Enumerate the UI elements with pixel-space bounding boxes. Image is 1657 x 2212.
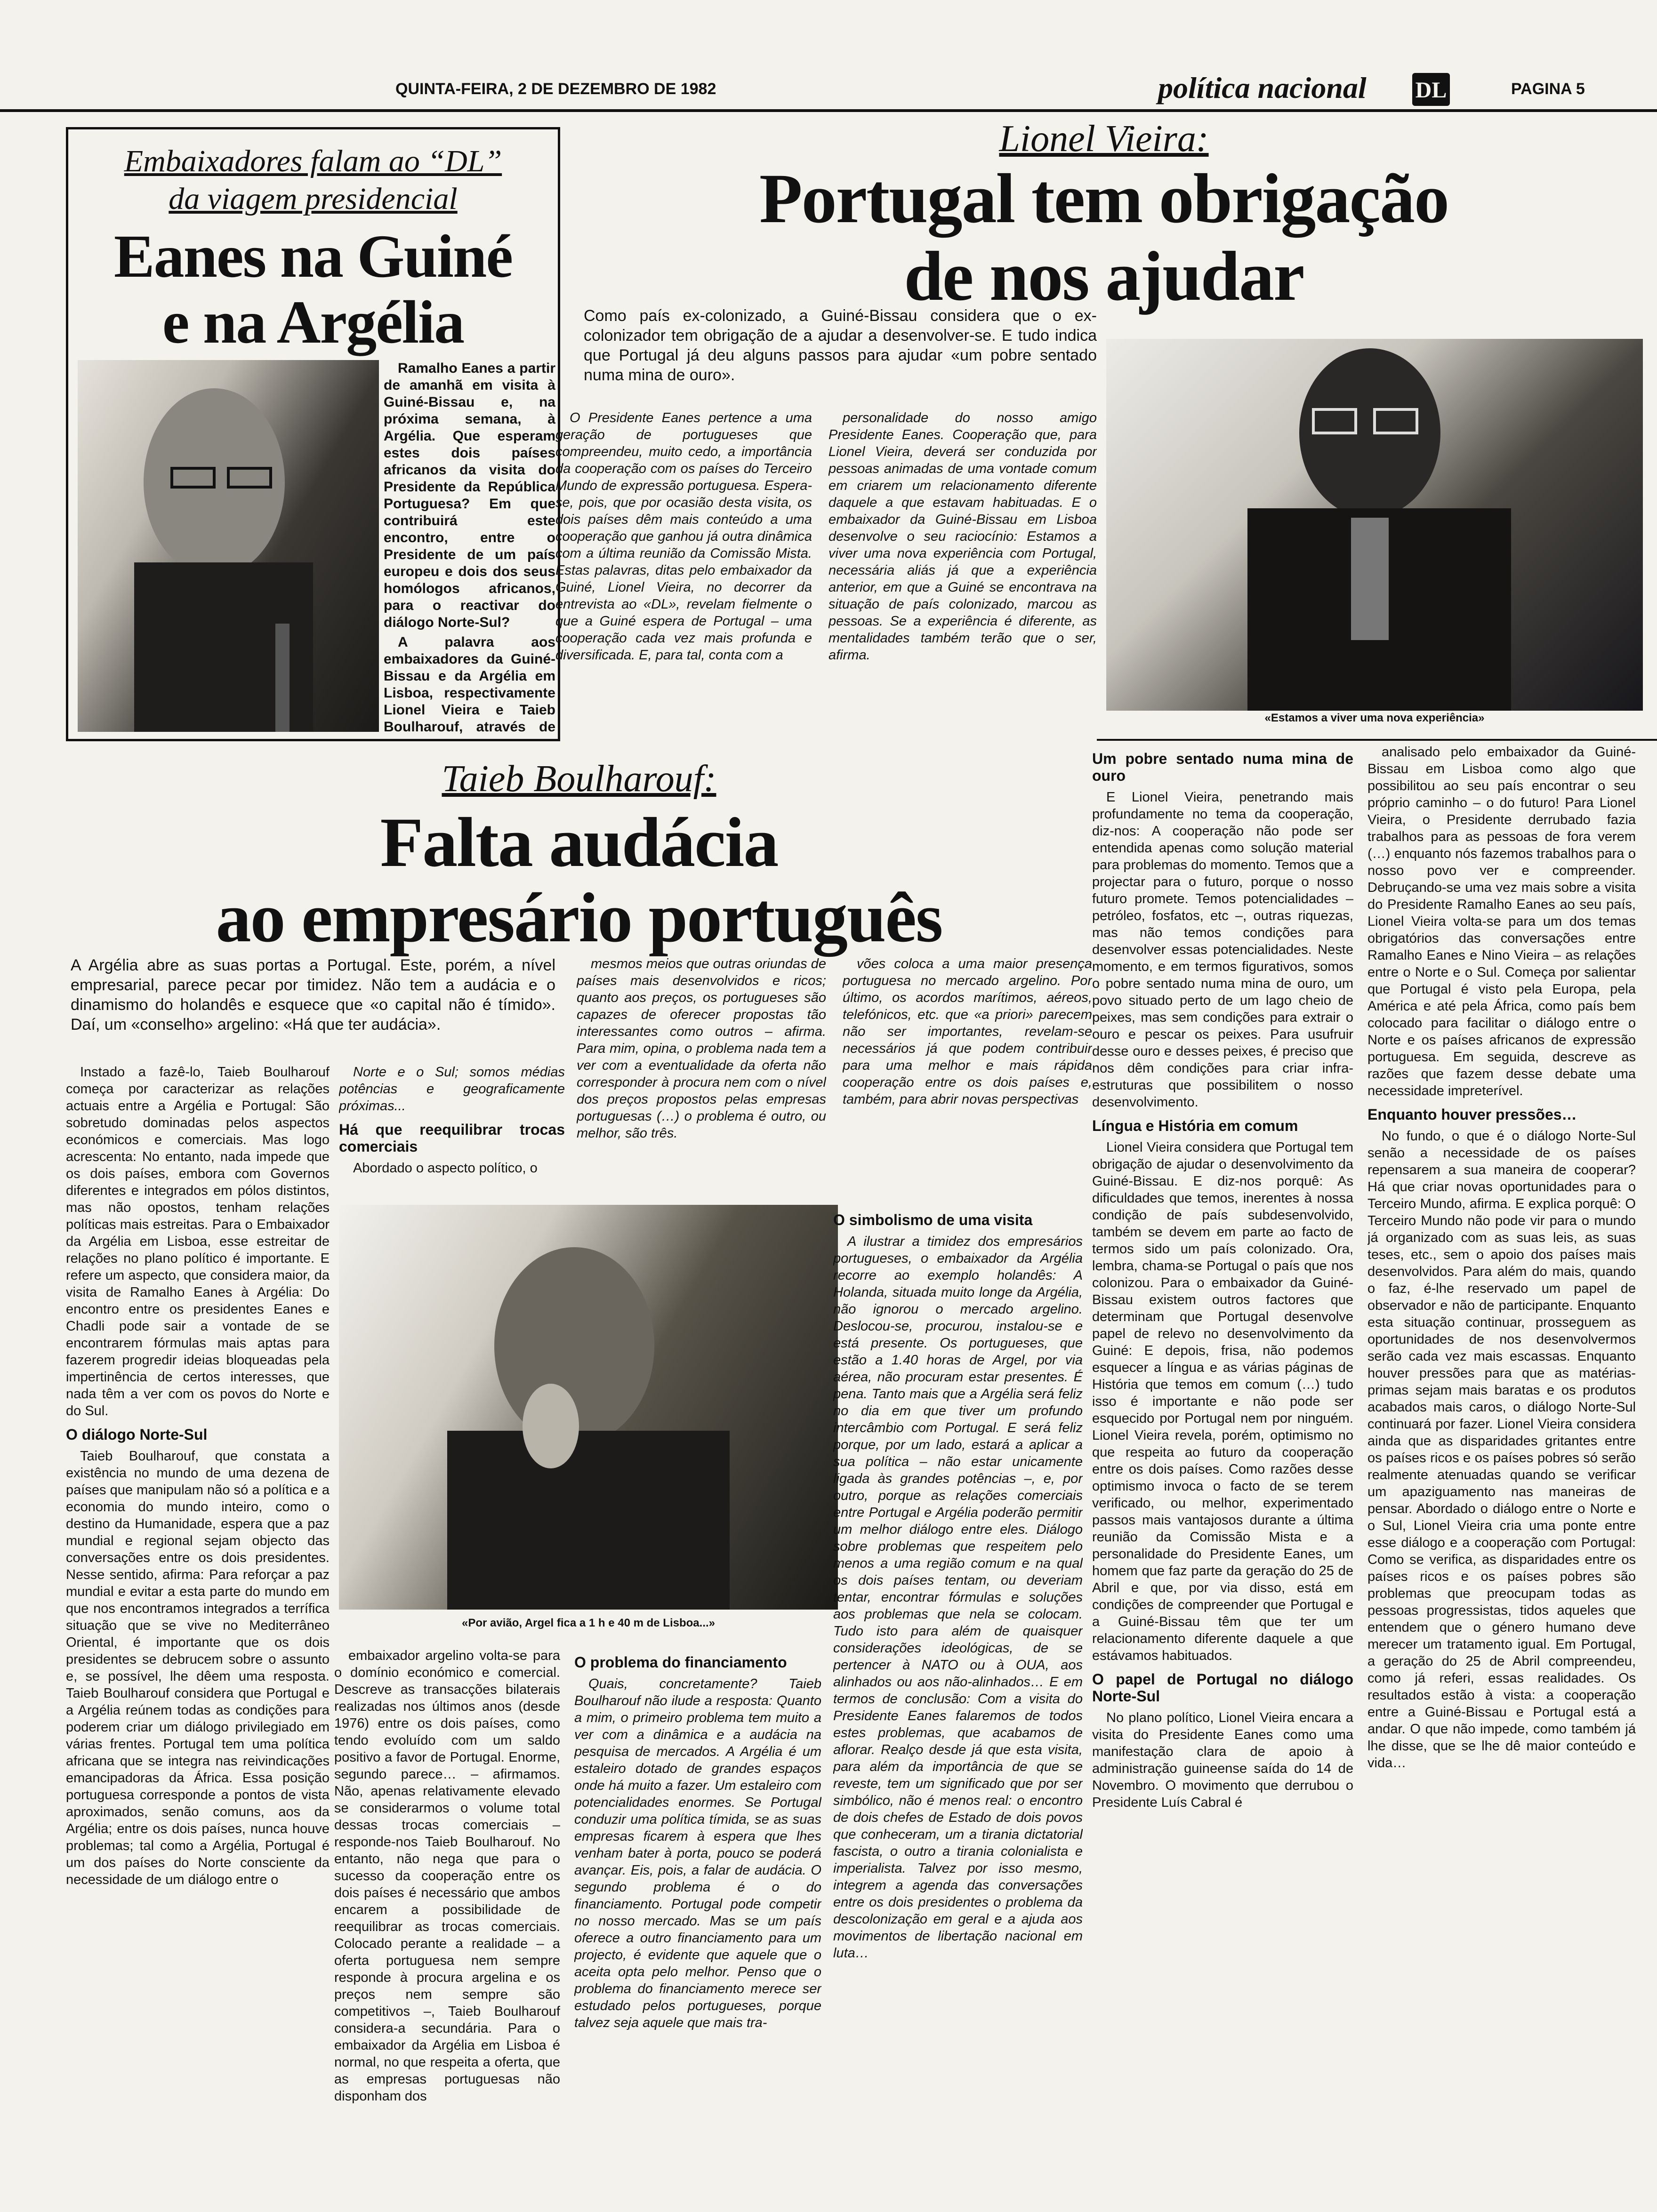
taieb-col-1: [66, 1064, 330, 2203]
lionel-col-3b-text: Lionel Vieira considera que Portugal tem obrigação de ajudar o desenvolvimento da Guiné-Bissau. E diz-nos porquê: As dificuldades que temos, inerentes à nossa condição de país subdesenvolvido, também se devem em parte ao facto de termos sido um país colonizado. Ora, lembra, chama-se Portugal o país que nos colonizou. Para o embaixador da Guiné-Bissau existem outros factores que determinam que Portugal desenvolve papel de relevo no desenvolvimento da Guiné: E depois, frisa, não podemos esquecer a língua e as várias páginas de História que temos em comum (…) tudo isso é importante e não pode ser esquecido por Portugal nem por ninguém. Lionel Vieira revela, porém, optimismo no que respeita ao futuro da cooperação entre os dois países. Como razões desse optimismo invoca o facto de se terem verificado, ou melhor, experimentado passos mais vantajosos durante a última reunião da Comissão Mista e a personalidade do Presidente Eanes, um homem que faz parte da geração do 25 de Abril e que, por via disso, está em condições de compreender que Portugal e a Guiné-Bissau têm que ter um relacionamento diferente daquele a que estávamos habituados.: [1092, 1140, 1353, 1663]
intro-title-2: e na Argélia: [162, 289, 464, 356]
lionel-photo: [1106, 339, 1643, 711]
intro-kicker-1: Embaixadores falam ao “DL”: [124, 144, 502, 178]
taieb-subhead-4: O simbolismo de uma visita: [833, 1211, 1033, 1228]
lionel-title-2: de nos ajudar: [904, 237, 1304, 315]
taieb-col-2-text: Norte e o Sul; somos médias potências e geograficamente próximas...: [339, 1065, 565, 1114]
page-number: PAGINA 5: [1511, 80, 1585, 98]
taieb-lead-col-3: [843, 955, 1092, 1205]
taieb-subhead-1: O diálogo Norte-Sul: [66, 1426, 208, 1443]
lionel-lead: Como país ex-colonizado, a Guiné-Bissau considera que o ex-colonizador tem obrigação de a ajudar a desenvolver-se. E tudo indica que Portugal já deu alguns passos para ajudar «um pobre sentado numa mina de ouro».: [584, 307, 1097, 384]
taieb-col-4-text: A ilustrar a timidez dos empresários portugueses, o embaixador da Argélia recorre ao exemplo holandês: A Holanda, situada muito longe da Argélia, não ignorou o mercado argelino. Deslocou-se, procurou, instalou-se e está presente. Os portugueses, que estão a 1.40 horas de Argel, por via aérea, não procuram estar presentes. É pena. Tanto mais que a Argélia será feliz no dia em que tiver um profundo intercâmbio com Portugal. E será feliz porque, por um lado, estará a aplicar a sua política – não estar unicamente ligada às grandes potências –, e, por outro, porque as relações comerciais entre Portugal e Argélia poderão permitir um melhor diálogo entre eles. Diálogo sobre problemas que respeitem pelo menos a uma região comum e na qual os dois países tentam, ou deveriam tentar, encontrar fórmulas e soluções aos problemas que nela se colocam. Tudo isto para além de quaisquer considerações ideológicas, de se pertencer à NATO ou à OUA, aos alinhados ou aos não-alinhados… E em termos de conclusão: Com a visita do Presidente Eanes falaremos de todos estes problemas, que acabamos de aflorar. Realço desde já que esta visita, para além da importância de que se reveste, tem um significado que por ser simbólico, não é menos real: o encontro de dois chefes de Estado de dois povos que conheceram, um a tirania dictatorial fascista, o outro a tirania colonialista e imperialista. Talvez por isso mesmo, integrem a agenda das conversações entre os dois presidentes o problema da descolonização em geral e a ajuda aos movimentos de libertação nacional em luta…: [833, 1234, 1083, 1961]
taieb-title-2: ao empresário português: [216, 879, 942, 957]
lionel-col-4b-text: No fundo, o que é o diálogo Norte-Sul senão a necessidade de os países repensarem a sua maneira de cooperar? Há que criar novas oportunidades para o Terceiro Mundo, afirma. E explica porquê: O Terceiro Mundo não pode vir para o mundo já organizado com as suas leis, as suas teses, etc., sem o apoio dos países mais desenvolvidos. Para além do mais, quando o faz, é-lhe reservado um papel de observador e não de participante. Enquanto esta situação continuar, prosseguem as oportunidades de nos desenvolvermos serão cada vez mais escassas. Enquanto houver pressões para que as matérias-primas sejam mais baratas e os produtos acabados mais caros, o diálogo Norte-Sul continuará por fazer. Lionel Vieira considera ainda que as disparidades gritantes entre os países ricos e os países pobres só serão realmente atenuadas quando se verificar um apaziguamento nas maneiras de pensar. Abordado o diálogo entre o Norte e o Sul, Lionel Vieira cria uma ponte entre esse diálogo e a cooperação com Portugal: Como se verifica, as disparidades entre os países ricos e os países pobres são problemas que preocupam todas as pessoas progressistas, tidos aqueles que entendem que o género humano deve merecer um tratamento igual. Em Portugal, a geração do 25 de Abril compreendeu, como já referi, essas realidades. Os resultados estão à vista: a cooperação entre a Guiné-Bissau e Portugal está a andar. O que não impede, como também já lhe disse, que se lhe dê maior conteúdo e vida…: [1367, 1129, 1636, 1771]
taieb-col-1b-text: Taieb Boulharouf, que constata a existência no mundo de uma dezena de países que manipulam não só a política e a economia do mundo inteiro, como o destino da Humanidade, espera que a paz mundial e regional sejam objecto das conversações entre os dois presidentes. Nesse sentido, afirma: Para reforçar a paz mundial e evitar a esta parte do mundo em que nos encontramos integrados a terrífica situação que se vive no Mediterrâneo Oriental, é importante que os dois presidentes se debrucem sobre o assunto e, se possível, lhe dêem uma resposta. Taieb Boulharouf considera que Portugal e a Argélia reúnem todas as condições para poderem criar um diálogo privilegiado em várias frentes. Portugal tem uma política africana que se integra nas reivindicações emancipadoras da África. Essa posição portuguesa corresponde a pontos de vista aproximados, senão comuns, aos da Argélia; entre os dois países, nunca houve problemas; tal como a Argélia, Portugal é um dos países do Norte consciente da necessidade de um diálogo entre o: [66, 1449, 330, 1887]
lionel-col-4-text: analisado pelo embaixador da Guiné-Bissau em Lisboa como algo que possibilitou ao seu país encontrar o seu próprio caminho – o do futuro! Para Lionel Vieira, o Presidente derrubado fazia trabalhos para as pessoas de fora verem (…) enquanto nós fazemos trabalhos para o nosso povo ver e compreender. Debruçando-se uma vez mais sobre a visita do Presidente Ramalho Eanes ao seu país, Lionel Vieira volta-se para um dos temas obrigatórios das conversações entre Ramalho Eanes e Nino Vieira – as relações entre o Norte e o Sul. Começa por salientar que Portugal é visto pela Europa, pela América e até pela África, como país bem colocado para facilitar o diálogo entre o Norte e os países africanos de expressão portuguesa. Em seguida, descreve as razões que fazem desse debate uma necessidade impreterível.: [1367, 745, 1636, 1098]
lionel-kicker: Lionel Vieira:: [999, 118, 1209, 160]
taieb-lead-col-2-text: mesmos meios que outras oriundas de países mais desenvolvidos e ricos; quanto aos preços, os portugueses são capazes de oferecer propostas tão interessantes como outros – afirma. Para mim, opina, o problema nada tem a ver com a eventualidade da oferta não corresponder à procura nem com o nível dos preços propostos pelas empresas portuguesas (…) o problema é outro, ou melhor, são três.: [577, 956, 826, 1141]
lionel-col-4: [1367, 744, 1636, 2203]
lionel-subhead-3: O papel de Portugal no diálogo Norte-Sul: [1092, 1671, 1353, 1705]
intro-paragraph-2: A palavra aos embaixadores da Guiné-Bissau e da Argélia em Lisboa, respectivamente Lionel Vieira e Taieb Boulharouf, através de: [384, 634, 555, 735]
taieb-col-2a-text: Abordado o aspecto político, o: [353, 1161, 538, 1176]
lionel-subhead-1: Um pobre sentado numa mina de ouro: [1092, 750, 1353, 784]
lionel-subhead-2: Língua e História em comum: [1092, 1117, 1298, 1134]
section-logo-icon: [1412, 73, 1450, 106]
taieb-col-2-top: [339, 1064, 565, 1186]
lionel-col-1-text: O Presidente Eanes pertence a uma geração de portugueses que compreendeu, muito cedo, a importância da cooperação com os países do Terceiro Mundo de expressão portuguesa. Espera-se, pois, que por ocasião desta visita, os dois países dêm mais conteúdo a uma cooperação que ganhou já outra dinâmica com a última reunião da Comissão Mista. Estas palavras, ditas pelo embaixador da Guiné, Lionel Vieira, no decorrer da entrevista ao «DL», revelam fielmente o que a Guiné espera de Portugal – uma cooperação cada vez mais profunda e diversificada. E, para tal, conta com a: [555, 410, 812, 663]
intro-box: [66, 127, 560, 741]
taieb-lead-col-3-text: vões coloca a uma maior presença portuguesa no mercado argelino. Por último, os acordos marítimos, aéreos, telefónicos, etc. que «a priori» parecem não ser importantes, revelam-se necessários já que podem contribuir para uma melhor e mais rápida cooperação entre os dois países e, também, para abrir novas perspectivas: [843, 956, 1092, 1107]
section-title: política nacional: [1158, 71, 1367, 104]
taieb-kicker: Taieb Boulharouf:: [442, 758, 716, 800]
taieb-subhead-2: Há que reequilibrar trocas comerciais: [339, 1121, 565, 1155]
taieb-col-4: [833, 1205, 1083, 2203]
taieb-lead-col-2: [577, 955, 826, 1205]
header-date: QUINTA-FEIRA, 2 DE DEZEMBRO DE 1982: [395, 80, 716, 98]
lionel-col-1: [555, 409, 812, 739]
lionel-photo-caption: «Estamos a viver uma nova experiência»: [1264, 712, 1485, 724]
taieb-col-2-bottom: [334, 1647, 560, 2203]
taieb-photo: [339, 1205, 838, 1610]
lionel-col-3-text: E Lionel Vieira, penetrando mais profundamente no tema da cooperação, diz-nos: A cooperação não pode ser entendida apenas como solução material para problemas do momento. Temos que a projectar para o futuro, porque o nosso futuro promete. Temos potencialidades – petróleo, fosfatos, etc –, outras riquezas, mas não temos condições para desenvolver essas potencialidades. Neste momento, e em termos figurativos, somos o pobre sentado numa mina de ouro, um povo situado perto de um lago cheio de peixes, mas sem condições para extrair o ouro e pescar os peixes. Para usufruir desse ouro e desses peixes, é preciso que nos dêm condições para criar infra-estruturas que possibilitem o nosso desenvolvimento.: [1092, 790, 1353, 1110]
lionel-col-2: [828, 409, 1097, 739]
taieb-subhead-3: O problema do financiamento: [574, 1654, 787, 1671]
intro-text: [384, 360, 555, 737]
lionel-col-2-text: personalidade do nosso amigo Presidente Eanes. Cooperação que, para Lionel Vieira, deverá ser conduzida por pessoas animadas de uma vontade comum em criarem um relacionamento diferente daquele a que estavam habituadas. E o embaixador da Guiné-Bissau em Lisboa desenvolve o seu raciocínio: Estamos a viver uma nova experiência com Portugal, necessária aliás já que a experiência anterior, em que a Guiné se encontrava na situação de país colonizado, marcou as pessoas. Se a experiência é diferente, as mentalidades também terão que o ser, afirma.: [828, 410, 1097, 663]
taieb-col-1-text: Instado a fazê-lo, Taieb Boulharouf começa por caracterizar as relações actuais entre a Argélia e Portugal: São sobretudo dominadas pelos aspectos económicos e comerciais. Mas logo acrescenta: No entanto, nada impede que os dois países, embora com Governos diferentes e integrados em pólos distintos, mas não opostos, tenham relações políticas mais estreitas. Para o Embaixador da Argélia em Lisboa, esse estreitar de relações no plano político é importante. E refere um aspecto, que considera maior, da visita de Ramalho Eanes à Argélia: Do encontro entre os presidentes Eanes e Chadli pode sair a vontade de se encontrarem fórmulas mais aptas para fazerem progredir ideias bloqueadas pela impertinência de certos interesses, que nada têm a ver com os povos do Norte e do Sul.: [66, 1065, 330, 1419]
lionel-subhead-4: Enquanto houver pressões…: [1367, 1106, 1577, 1123]
svg-text:DL: DL: [1415, 78, 1447, 103]
taieb-col-2b-text: embaixador argelino volta-se para o domínio económico e comercial. Descreve as transacções bilaterais realizadas nos últimos anos (desde 1976) entre os dois países, como tendo evoluído com um saldo positivo a favor de Portugal. Enorme, segundo parece… – afirmamos. Não, apenas relativamente elevado se considerarmos o volume total dessas trocas comerciais – responde-nos Taieb Boulharouf. No entanto, não nega que para o sucesso da cooperação entre os dois países é necessário que ambos encarem a possibilidade de reequilibrar as trocas comerciais. Colocado perante a realidade – a oferta portuguesa nem sempre responde à procura argelina e os preços nem sempre são competitivos –, Taieb Boulharouf considera-a secundária. Para o embaixador da Argélia em Lisboa é normal, no que respeita a oferta, que as empresas portuguesas não disponham dos: [334, 1648, 560, 2104]
page-header: [0, 71, 1657, 113]
taieb-col-3-text: Quais, concretamente? Taieb Boulharouf não ilude a resposta: Quanto a mim, o primeiro problema tem muito a ver com a dinâmica e a audácia na pesquisa de mercados. A Argélia é um estaleiro dotado de grandes espaços onde há muito a fazer. Um estaleiro com potencialidades enormes. Se Portugal conduzir uma política tímida, se as suas empresas ficarem à espera que lhes venham bater à porta, pouco se poderá avançar. Eis, pois, a falar de audácia. O segundo problema é o do financiamento. Portugal pode competir no nosso mercado. Mas se um país oferece a outro financiamento para um projecto, é evidente que aquele que o aceita opta pelo melhor. Penso que o problema do financiamento merece ser estudado pelos portugueses, porque talvez seja aquele que mais tra-: [574, 1676, 821, 2030]
taieb-lead: A Argélia abre as suas portas a Portugal. Este, porém, a nível empresarial, parece pecar por timidez. Não tem a audácia e o dinamismo do holandês e esquece que «o capital não é tímido». Daí, um «conselho» argelino: «Há que ter audácia».: [71, 956, 555, 1034]
intro-paragraph-1: Ramalho Eanes a partir de amanhã em visita à Guiné-Bissau e, na próxima semana, à Argélia. Que esperam estes dois países africanos da visita do Presidente da República Portuguesa? Em que contribuirá este encontro, entre o Presidente de um país europeu e dois dos seus homólogos africanos, para o reactivar do diálogo Norte-Sul?: [384, 361, 555, 630]
intro-kicker-2: da viagem presidencial: [169, 182, 458, 216]
taieb-col-3: [574, 1647, 821, 2203]
lionel-title-1: Portugal tem obrigação: [759, 160, 1448, 238]
intro-title-1: Eanes na Guiné: [113, 223, 513, 290]
lionel-col-3: [1092, 744, 1353, 2203]
eanes-photo: [78, 360, 379, 732]
lionel-col-3c-text: No plano político, Lionel Vieira encara a visita do Presidente Eanes como uma manifestação clara de apoio à administração guineense saída do 14 de Novembro. O movimento que derrubou o Presidente Luís Cabral é: [1092, 1710, 1353, 1810]
taieb-title-1: Falta audácia: [380, 803, 778, 882]
taieb-photo-caption: «Por avião, Argel fica a 1 h e 40 m de Lisboa...»: [462, 1617, 715, 1629]
